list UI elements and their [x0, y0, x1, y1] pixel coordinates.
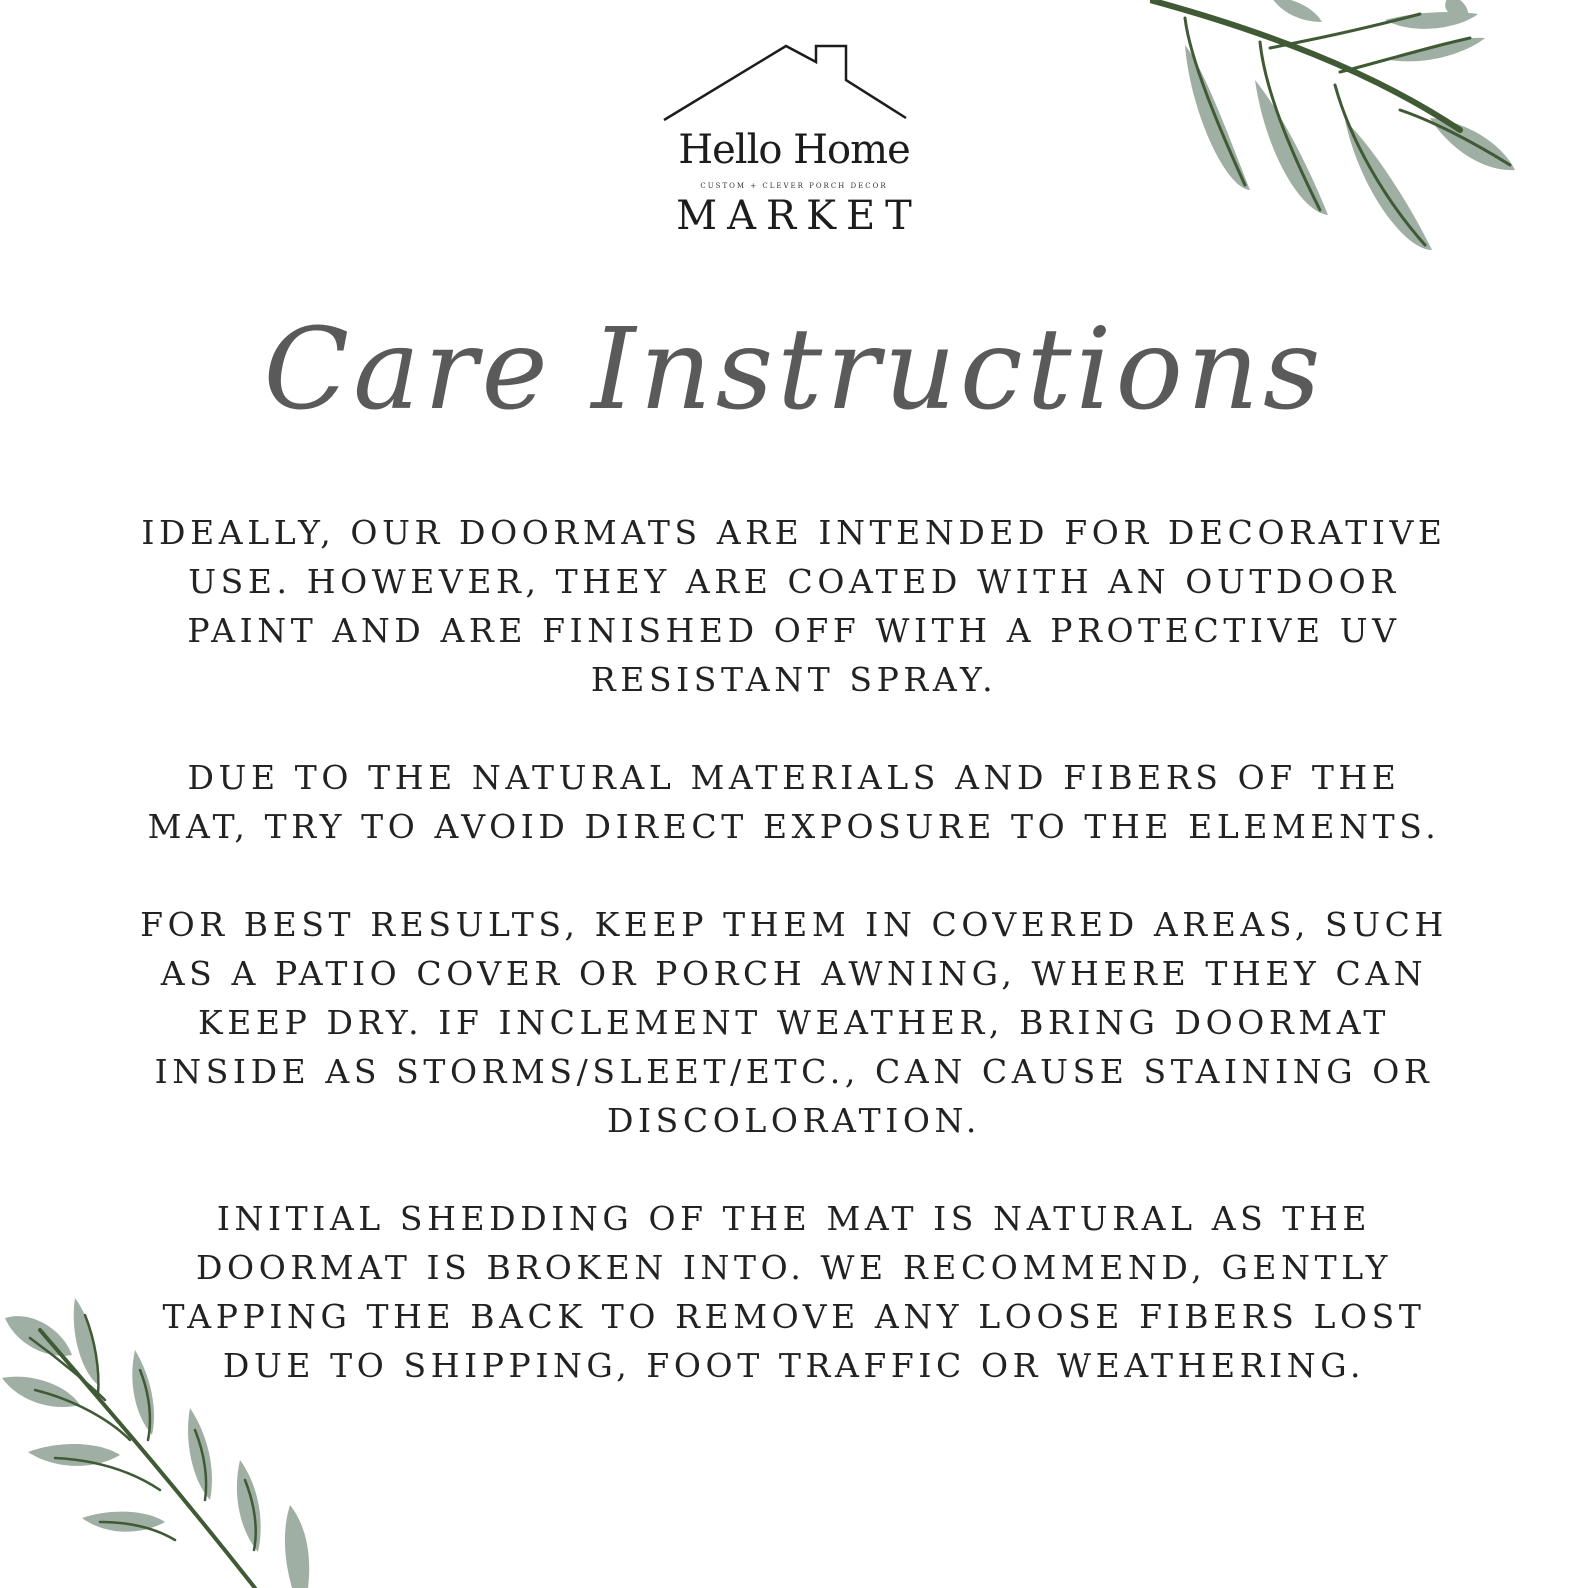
- text-line: USE. HOWEVER, THEY ARE COATED WITH AN OUTDOOR: [188, 562, 1400, 601]
- brand-name-line2: MARKET: [676, 193, 922, 239]
- instruction-paragraph: [120, 900, 1468, 1145]
- text-line: DISCOLORATION.: [606, 1101, 981, 1140]
- text-line: PAINT AND ARE FINISHED OFF WITH A PROTECTIVE UV: [187, 611, 1401, 650]
- brand-tagline: CUSTOM + CLEVER PORCH DECOR: [700, 182, 888, 190]
- text-line: AS A PATIO COVER OR PORCH AWNING, WHERE THEY CAN: [160, 954, 1428, 993]
- text-line: RESISTANT SPRAY.: [590, 660, 998, 699]
- brand-name-line1: Hello Home: [678, 127, 910, 173]
- text-line: KEEP DRY. IF INCLEMENT WEATHER, BRING DOORMAT: [197, 1003, 1390, 1042]
- page-title: Care Instructions: [263, 305, 1325, 435]
- text-line: TAPPING THE BACK TO REMOVE ANY LOOSE FIBERS LOST: [162, 1297, 1426, 1336]
- text-line: INSIDE AS STORMS/SLEET/ETC., CAN CAUSE STAINING OR: [154, 1052, 1434, 1091]
- instruction-paragraph: [120, 1194, 1468, 1390]
- text-line: IDEALLY, OUR DOORMATS ARE INTENDED FOR DECORATIVE: [141, 513, 1447, 552]
- text-line: DOORMAT IS BROKEN INTO. WE RECOMMEND, GENTLY: [195, 1248, 1392, 1287]
- text-line: DUE TO SHIPPING, FOOT TRAFFIC OR WEATHERING.: [222, 1346, 1366, 1385]
- leaf-branch-icon: [1150, 0, 1588, 260]
- instruction-paragraph: [120, 508, 1468, 704]
- instruction-paragraph: [120, 753, 1468, 851]
- text-line: INITIAL SHEDDING OF THE MAT IS NATURAL AS THE: [216, 1199, 1372, 1238]
- instructions-body: [120, 508, 1468, 1390]
- text-line: DUE TO THE NATURAL MATERIALS AND FIBERS OF THE: [187, 758, 1401, 797]
- brand-logo: [644, 40, 944, 250]
- text-line: MAT, TRY TO AVOID DIRECT EXPOSURE TO THE ELEMENTS.: [147, 807, 1441, 846]
- text-line: FOR BEST RESULTS, KEEP THEM IN COVERED AREAS, SUCH: [140, 905, 1448, 944]
- house-roof-icon: [644, 40, 944, 130]
